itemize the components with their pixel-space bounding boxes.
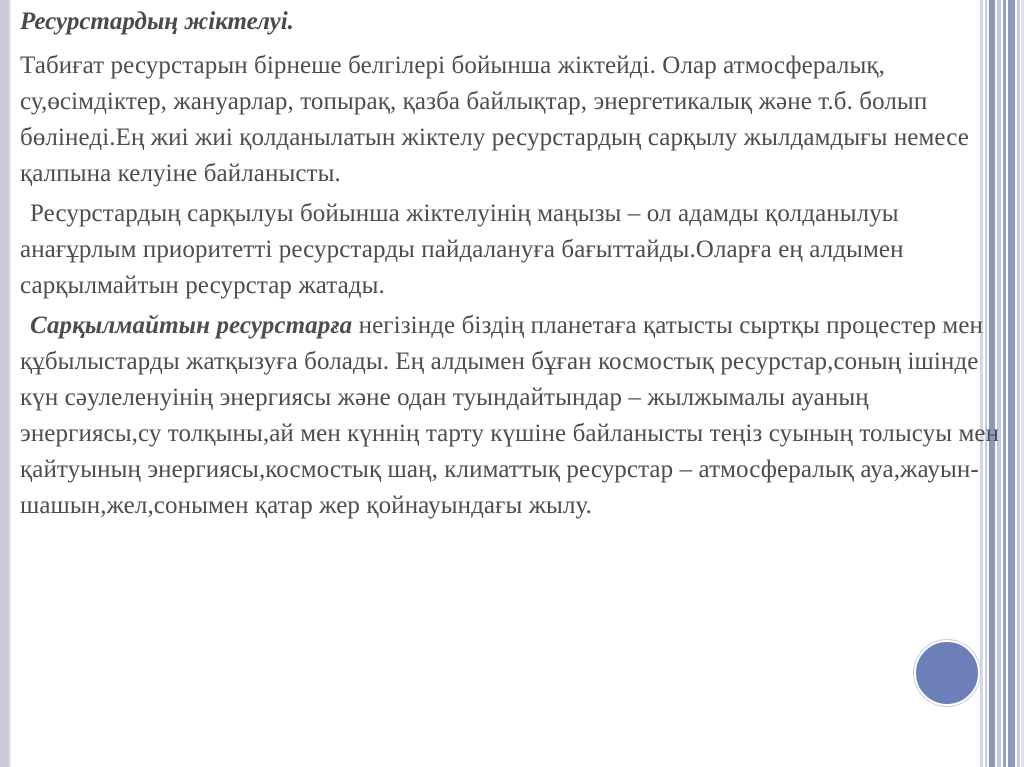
- left-border-highlight: [9, 0, 11, 767]
- left-border-bar: [0, 0, 9, 767]
- stripe: [1008, 0, 1015, 767]
- paragraph-depletion: Ресурстардың сарқылуы бойынша жіктелуінің маңызы – ол адамды қолданылуы анағұрлым приоритетті ресурстарды пайдалануға бағыттайды.Оларға ең алдымен сарқылмайтын ресурстар жатады.: [20, 200, 904, 299]
- slide-content: [20, 4, 1005, 528]
- decorative-circle: [914, 640, 980, 706]
- paragraph-inexhaustible: [20, 308, 1005, 524]
- paragraph-text: негізінде біздің планетаға қатысты сыртқы процестер мен құбылыстарды жатқызуға болады. Ең алдымен бұған космостық ресурстар,соның ішінде күн сәулеленуінің энергиясы және одан туындайтындар – жылжымалы ауаның энергиясы,су толқыны,ай мен күннің тарту күшіне байланысты теңіз суының толысуы мен қайтуының энергиясы,космостық шаң, климаттық ресурстар – атмосфералық ауа,жауын- шашын,жел,сонымен қатар жер қойнауындағы жылу.: [20, 312, 1000, 519]
- slide-heading: Ресурстардың жіктелуі.: [20, 8, 294, 35]
- paragraph-classification: Табиғат ресурстарын бірнеше белгілері бойынша жіктейді. Олар атмосфералық, су,өсімдіктер, жануарлар, топырақ, қазба байлықтар, энергетикалық және т.б. болып бөлінеді.Ең жиі жиі қолданылатын жіктелу ресурстардың сарқылу жылдамдығы немесе қалпына келуіне байланысты.: [20, 52, 969, 187]
- stripe: [1017, 0, 1020, 767]
- emphasis-text: Сарқылмайтын ресурстарға: [30, 312, 353, 339]
